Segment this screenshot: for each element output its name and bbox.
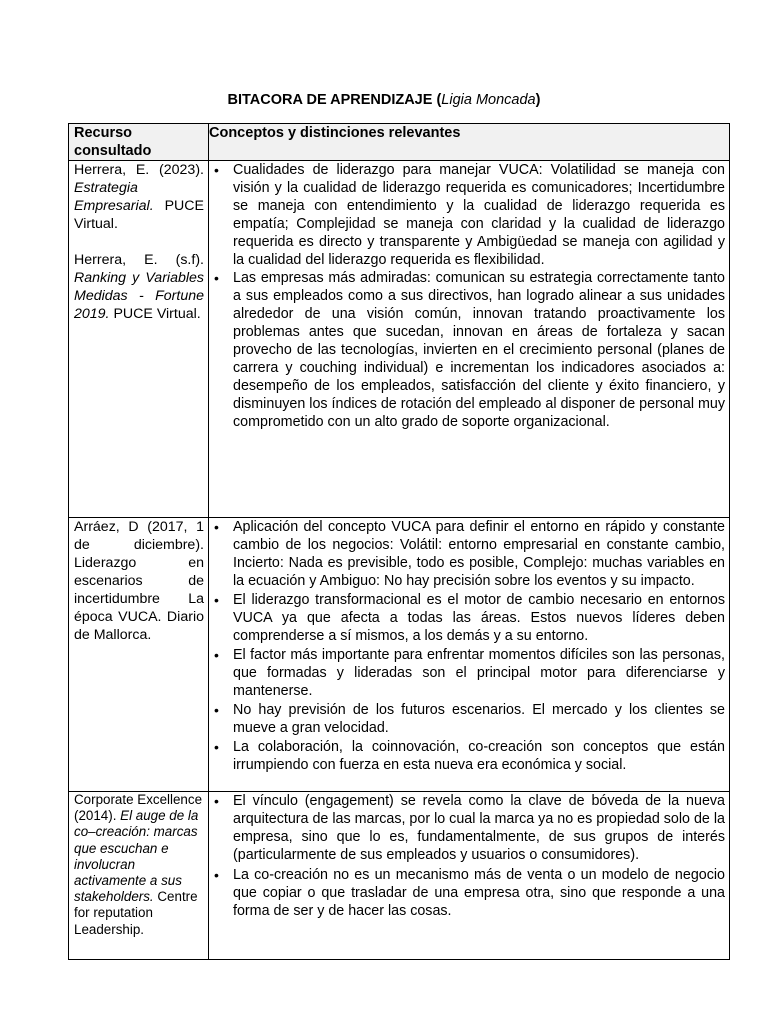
concepts-list-wrapper xyxy=(209,161,729,517)
list-item: • El liderazgo transformacional es el motor de cambio necesario en entornos VUCA ya que afecta a todas las áreas. Estos nuevos líderes deben comprenderse a sí mismos, a los demás y a su entorno. xyxy=(209,591,725,645)
title-open-paren: ( xyxy=(436,92,442,108)
source-entry xyxy=(74,792,204,938)
table-header-row xyxy=(69,124,730,161)
concepts-cell xyxy=(209,792,730,960)
source-entry xyxy=(74,161,204,233)
table-row xyxy=(69,792,730,960)
source-cell xyxy=(69,792,209,960)
source-list xyxy=(69,518,208,791)
author-name: Ligia Moncada xyxy=(441,92,536,108)
source-cell xyxy=(69,161,209,518)
source-entry: Arráez, D (2017, 1 de diciembre). Liderazgo en escenarios de incertidumbre La época VUCA. Diario de Mallorca. xyxy=(74,519,204,643)
list-item: • Cualidades de liderazgo para manejar VUCA: Volatilidad se maneja con visión y la cualidad de liderazgo requerida es comunicadores; Incertidumbre se maneja con entendimiento y la cualidad de liderazgo requerida es empatía; Complejidad se maneja con claridad y la cualidad de liderazgo requerida es directo y transparente y Ambigüedad se maneja con agilidad y la cualidad del liderazgo requerida es flexibilidad. xyxy=(209,161,725,269)
source-list xyxy=(69,792,208,959)
list-item: • La colaboración, la coinnovación, co-creación son conceptos que están irrumpiendo con fuerza en esta nueva era económica y social. xyxy=(209,738,725,774)
concepts-list xyxy=(209,518,729,774)
concepts-list-wrapper xyxy=(209,518,729,791)
list-item: • El factor más importante para enfrentar momentos difíciles son las personas, que formadas y lideradas son el principal motor para diferenciarse y mantenerse. xyxy=(209,646,725,700)
document-title xyxy=(0,92,768,108)
learning-log-table xyxy=(68,123,730,960)
source-title: Estrategia Empresarial. xyxy=(74,180,154,214)
table-row xyxy=(69,161,730,518)
source-text: Herrera, E. (s.f). xyxy=(74,252,204,268)
list-item: • Aplicación del concepto VUCA para definir el entorno en rápido y constante cambio de los negocios: Volátil: entorno empresarial en constante cambio, Incierto: Nada es previsible, todo es posible, Complejo: muchas variables en la ecuación y Ambiguo: No hay precisión sobre los eventos y su impacto. xyxy=(209,518,725,590)
concepts-list-wrapper xyxy=(209,792,729,959)
table-row xyxy=(69,518,730,792)
list-item: • La co-creación no es un mecanismo más de venta o un modelo de negocio que copiar o que trasladar de una empresa otra, sino que responde a una forma de ser y de hacer las cosas. xyxy=(209,866,725,920)
title-close-paren: ) xyxy=(535,92,541,108)
list-item: • Las empresas más admiradas: comunican su estrategia correctamente tanto a sus empleados como a sus directivos, han logrado alinear a sus unidades alrededor de una visión común, innovan tratando proactivamente los problemas antes que sucedan, innovan en áreas de fortaleza y sacan provecho de las tecnologías, invierten en el crecimiento personal (planes de carrera y couching individual) e incrementan los indicadores asociados a: desempeño de los empleados, satisfacción del cliente y éxito financiero, y disminuyen los índices de rotación del empleado al disponer de personal muy comprometido con un alto grado de soporte organizacional. xyxy=(209,269,725,431)
source-title: El auge de la co–creación: marcas que escuchan e involucran activamente a sus stakeholders. xyxy=(74,808,199,905)
source-text: Corporate Excellence (2014). xyxy=(74,792,203,824)
source-text: Centre for reputation Leadership. xyxy=(74,889,198,937)
source-title: Ranking y Variables Medidas - Fortune 2019. xyxy=(74,270,204,322)
title-text: BITACORA DE APRENDIZAJE xyxy=(227,92,433,108)
list-item: • El vínculo (engagement) se revela como la clave de bóveda de la nueva arquitectura de las marcas, por lo cual la marca ya no es propiedad solo de la empresa, sino que lo es, fundamentalmente, de sus grupos de interés (particularmente de sus empleados y usuarios o consumidores). xyxy=(209,792,725,864)
source-text: Herrera, E. (2023). xyxy=(74,162,204,178)
source-entry xyxy=(74,251,204,323)
source-text: PUCE Virtual. xyxy=(74,198,204,232)
header-concepts: Conceptos y distinciones relevantes xyxy=(209,124,730,161)
source-cell xyxy=(69,518,209,792)
list-item: • No hay previsión de los futuros escenarios. El mercado y los clientes se mueve a gran velocidad. xyxy=(209,701,725,737)
concepts-list xyxy=(209,792,729,920)
concepts-cell xyxy=(209,161,730,518)
concepts-cell xyxy=(209,518,730,792)
concepts-list xyxy=(209,161,729,431)
source-list xyxy=(69,161,208,517)
source-text: PUCE Virtual. xyxy=(109,306,201,322)
header-resource: Recurso consultado xyxy=(69,124,209,161)
